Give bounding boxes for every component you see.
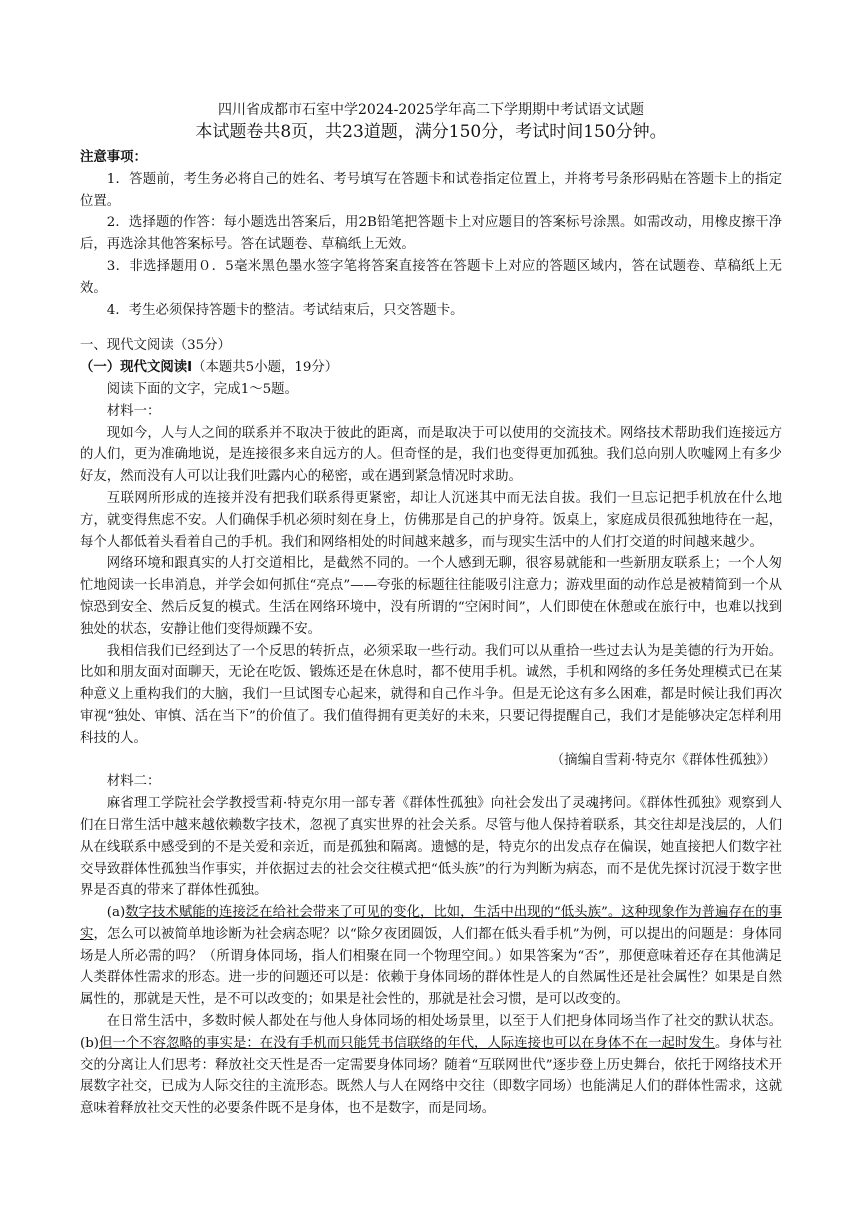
notice-heading: 注意事项： (80, 150, 147, 165)
material-1-label: 材料一： (106, 403, 161, 419)
subsection-heading (80, 357, 782, 379)
exam-subtitle: 本试题卷共8页，共23道题，满分150分，考试时间150分钟。 (195, 122, 667, 142)
paragraph-b-after: 。身体与社交的分离让人们思考：释放社交天性是否一定需要身体同场？随着“互联网世代”逐步登上历史舞台，依托于网络技术开展数字社交，已成为人际交往的主流形态。既然人与人在网络中交往（即数字同场）也能满足人们的群体性需求，这就意味着释放社交天性的必要条件既不是身体，也不是数字，而是同场。 (80, 1035, 783, 1117)
material-2-paragraph: 麻省理工学院社会学教授雪莉·特克尔用一部专著《群体性孤独》向社会发出了灵魂拷问。《群体性孤独》观察到人们在日常生活中越来越依赖数字技术，忽视了真实世界的社会关系。尽管与他人保持着联系，其交往却是浅层的，人们从在线联系中感受到的不是关爱和亲近，而是孤独和隔离。遗憾的是，特克尔的出发点存在偏误，她直接把人们数字社交导致群体性孤独当作事实，并依据过去的社会交往模式把“低头族”的行为判断为病态，而不是优先探讨沉浸于数字世界是否真的带来了群体性孤独。 (80, 796, 782, 899)
subsection-note: （本题共5小题，19分） (192, 360, 339, 376)
underlined-sentence-b: 但一个不容忽略的事实是：在没有手机而只能凭书信联络的年代，人际连接也可以在身体不在一起时发生 (99, 1035, 716, 1051)
subsection-title: （一）现代文阅读Ⅰ (80, 360, 193, 376)
material-2-label: 材料二： (106, 774, 161, 790)
underlined-sentence-a: 数字技术赋能的连接泛在给社会带来了可见的变化，比如，生活中出现的“低头族”。这种现象作为普遍存在的事实 (80, 905, 782, 942)
paragraph-b-before: 在日常生活中，多数时候人都处在与他人身体同场的相处场景里，以至于人们把身体同场当作了社交的默认状态。(b) (80, 1014, 782, 1051)
notice-item-4: 4．考生必须保持答题卡的整洁。考试结束后，只交答题卡。 (106, 302, 464, 318)
material-2-paragraph-b (80, 1011, 782, 1120)
exam-title: 四川省成都市石室中学2024-2025学年高二下学期期中考试语文试题 (218, 102, 644, 118)
material-1-paragraph: 我相信我们已经到达了一个反思的转折点，必须采取一些行动。我们可以从重拾一些过去认为是美德的行为开始。比如和朋友面对面聊天，无论在吃饭、锻炼还是在休息时，都不使用手机。诚然，手机和网络的多任务处理模式已在某种意义上重构我们的大脑，我们一旦试图专心起来，就得和自己作斗争。但是无论这有多么困难，都是时候让我们再次审视“独处、审慎、活在当下”的价值了。我们值得拥有更美好的未来，只要记得提醒自己，我们才是能够决定怎样利用科技的人。 (80, 643, 782, 746)
spacer (80, 321, 782, 335)
exam-page (80, 100, 782, 1120)
material-1-source: （摘编自雪莉·特克尔《群体性孤独》） (550, 752, 776, 768)
material-2-paragraph-a (80, 902, 782, 1011)
notice-item-3: 3．非选择题用０．5毫米黑色墨水签字笔将答案直接答在答题卡上对应的答题区域内，答在试题卷、草稿纸上无效。 (80, 258, 782, 296)
material-1-paragraph: 现如今，人与人之间的联系并不取决于彼此的距离，而是取决于可以使用的交流技术。网络技术帮助我们连接远方的人们，更为准确地说，是连接很多来自远方的人。但奇怪的是，我们也变得更加孤独。我们总向别人吹嘘网上有多少好友，然而没有人可以让我们吐露内心的秘密，或在遇到紧急情况时求助。 (80, 425, 782, 485)
notice-item-2: 2．选择题的作答：每小题选出答案后，用2B铅笔把答题卡上对应题目的答案标号涂黑。如需改动，用橡皮擦干净后，再选涂其他答案标号。答在试题卷、草稿纸上无效。 (80, 215, 782, 253)
material-1-paragraph: 网络环境和跟真实的人打交道相比，是截然不同的。一个人感到无聊，很容易就能和一些新朋友联系上；一个人匆忙地阅读一长串消息，并学会如何抓住“亮点”——夸张的标题往往能吸引注意力；游戏里面的动作总是被精简到一个从惊恐到安全、然后反复的模式。生活在网络环境中，没有所谓的“空闲时间”，人们即使在休憩或在旅行中，也难以找到独处的状态，安静让他们变得烦躁不安。 (80, 556, 782, 637)
paragraph-a-rest: ，怎么可以被简单地诊断为社会病态呢？以“除夕夜团圆饭，人们都在低头看手机”为例，可以提出的问题是：身体同场是人所必需的吗？（所谓身体同场，指人们相聚在同一个物理空间。）如果答案为“否”，那便意味着还存在其他满足人类群体性需求的形态。进一步的问题还可以是：依赖于身体同场的群体性是人的自然属性还是社会属性？如果是自然属性的，那就是天性，是不可以改变的；如果是社会性的，那就是社会习惯，是可以改变的。 (80, 926, 782, 1008)
marker-a: (a) (106, 905, 126, 921)
section-heading: 一、现代文阅读（35分） (80, 338, 231, 354)
reading-instruction: 阅读下面的文字，完成1～5题。 (106, 381, 298, 397)
notice-item-1: 1．答题前，考生务必将自己的姓名、考号填写在答题卡和试卷指定位置上，并将考号条形码贴在答题卡上的指定位置。 (80, 171, 782, 209)
material-1-paragraph: 互联网所形成的连接并没有把我们联系得更紧密，却让人沉迷其中而无法自拔。我们一旦忘记把手机放在什么地方，就变得焦虑不安。人们确保手机必须时刻在身上，仿佛那是自己的护身符。饭桌上，家庭成员很孤独地待在一起，每个人都低着头看着自己的手机。我们和网络相处的时间越来越多，而与现实生活中的人们打交道的时间越来越少。 (80, 490, 782, 550)
